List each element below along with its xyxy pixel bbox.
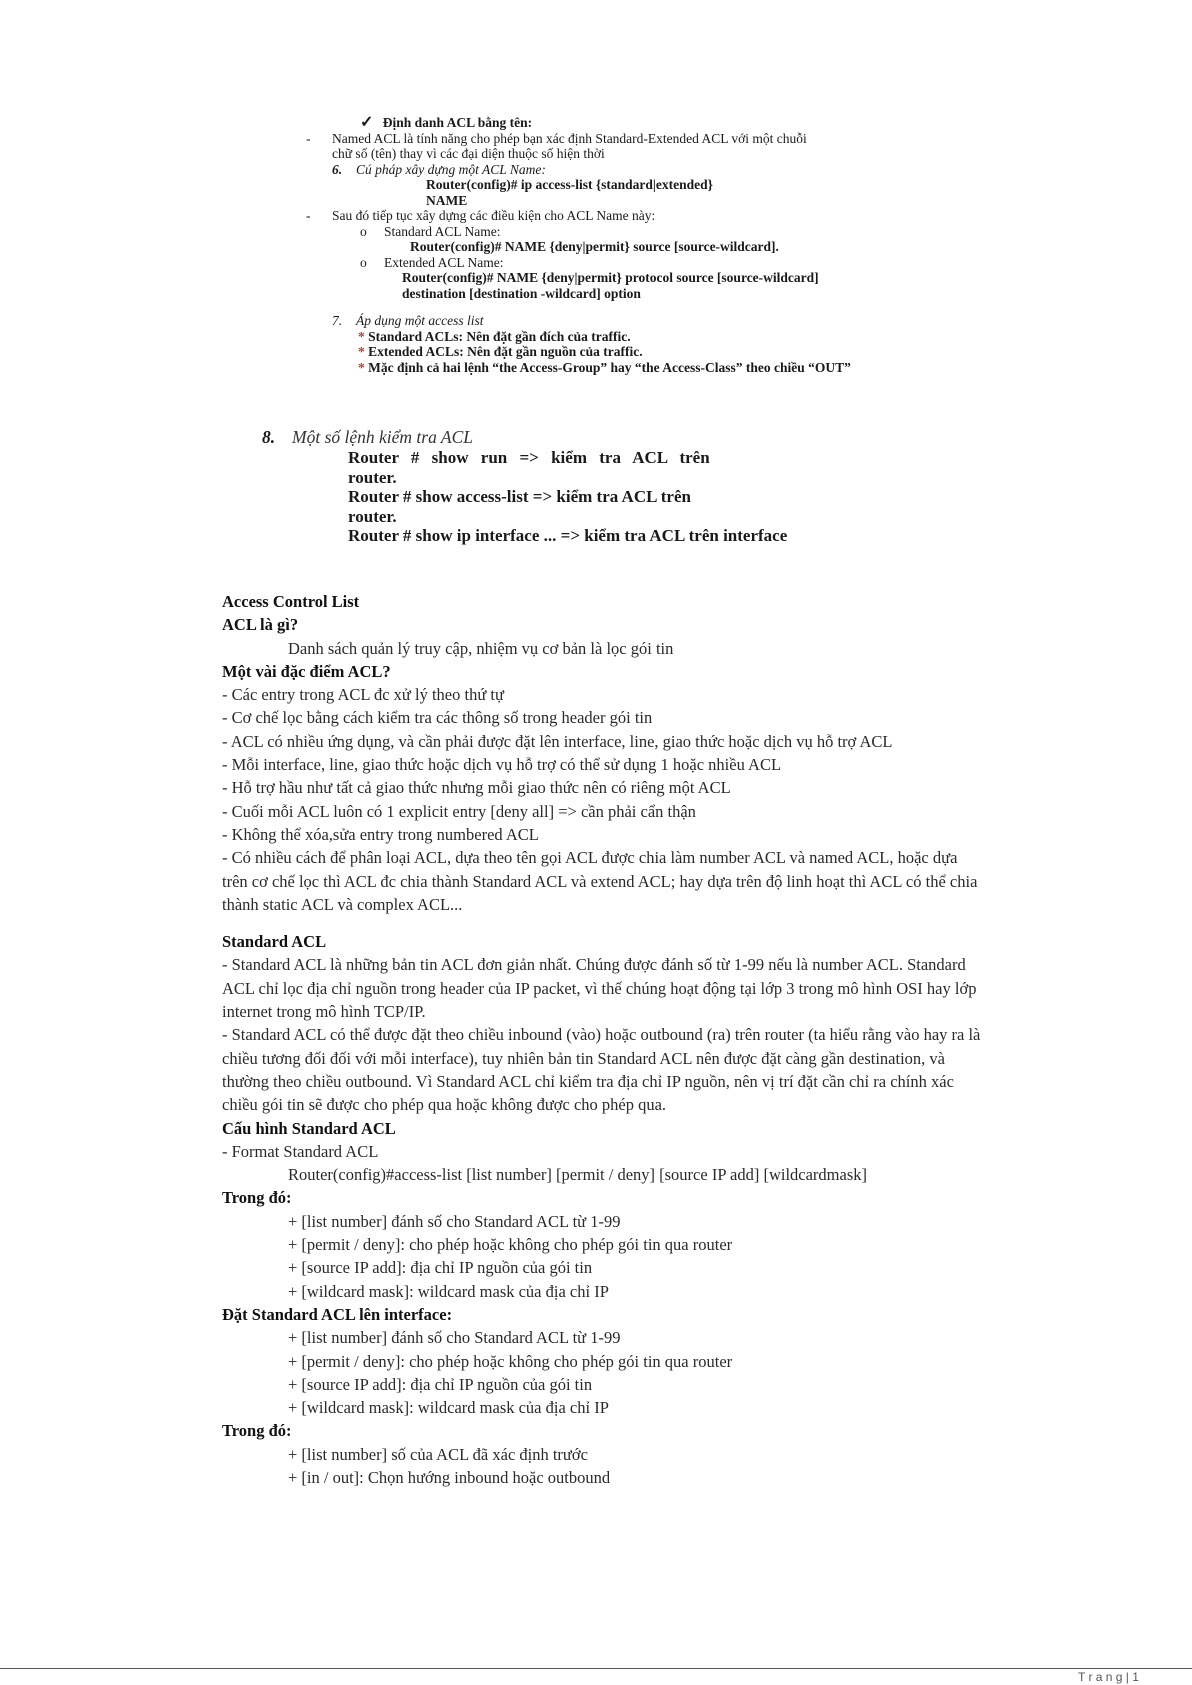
apply-title: Đặt Standard ACL lên interface: bbox=[222, 1304, 453, 1324]
check-cmd-3: Router # show access-list => kiểm tra ACL trên bbox=[348, 487, 691, 506]
item7-number: 7. bbox=[332, 313, 343, 328]
item7-text-2: Extended ACLs: Nên đặt gần nguồn của traffic. bbox=[368, 344, 643, 359]
item8-number: 8. bbox=[262, 427, 276, 447]
where2-item: + [in / out]: Chọn hướng inbound hoặc outbound bbox=[288, 1467, 611, 1487]
dash-bullet: - bbox=[306, 208, 311, 223]
where2-item: + [list number] số của ACL đã xác định trước bbox=[288, 1444, 588, 1464]
check-mark-icon: ✓ bbox=[360, 114, 374, 131]
check-commands-section bbox=[262, 426, 787, 546]
item7-text-3: Mặc định cả hai lệnh “the Access-Group” hay “the Access-Class” theo chiều “OUT” bbox=[368, 359, 851, 375]
feature-item: - Không thể xóa,sửa entry trong numbered ACL bbox=[222, 824, 539, 844]
check-cmd-4: router. bbox=[348, 506, 397, 526]
named-acl-desc-2: chữ số (tên) thay vì các đại diện thuộc số hiện thời bbox=[332, 146, 605, 161]
item7-line-2 bbox=[306, 344, 851, 360]
star-bullet: * bbox=[358, 359, 365, 375]
standard-acl-title: Standard ACL bbox=[222, 932, 327, 952]
spacer bbox=[222, 916, 980, 930]
check-cmd-5: Router # show ip interface ... => kiểm tra ACL trên interface bbox=[348, 526, 788, 545]
where1-item: + [wildcard mask]: wildcard mask của địa chỉ IP bbox=[288, 1281, 609, 1301]
std-paragraph-line: ACL chỉ lọc địa chỉ nguồn trong header của IP packet, vì thế chúng hoạt động tại lớp 3 trong mô hình OSI hay lớp bbox=[222, 978, 977, 998]
std-name-cmd: Router(config)# NAME {deny|permit} source [source-wildcard]. bbox=[410, 239, 779, 254]
acl-question-1: ACL là gì? bbox=[222, 615, 299, 635]
named-acl-heading-line bbox=[306, 115, 851, 131]
star-bullet: * bbox=[358, 328, 365, 344]
feature-item: - Mỗi interface, line, giao thức hoặc dịch vụ hỗ trợ có thể sử dụng 1 hoặc nhiều ACL bbox=[222, 755, 782, 775]
ext-name-label-line bbox=[306, 255, 851, 271]
apply-item: + [source IP add]: địa chỉ IP nguồn của gói tin bbox=[288, 1374, 593, 1394]
footer-divider bbox=[0, 1668, 1192, 1669]
dash-bullet: - bbox=[306, 130, 311, 146]
format-label: - Format Standard ACL bbox=[222, 1141, 379, 1161]
item6-line bbox=[306, 162, 851, 178]
named-acl-section bbox=[306, 115, 851, 375]
feature-item: thành static ACL và complex ACL... bbox=[222, 894, 463, 914]
star-bullet: * bbox=[358, 344, 365, 359]
spacer bbox=[306, 301, 851, 313]
format-command: Router(config)#access-list [list number] [permit / deny] [source IP add] [wildcardmask] bbox=[288, 1165, 867, 1185]
std-name-label: Standard ACL Name: bbox=[384, 223, 501, 239]
where1-item: + [permit / deny]: cho phép hoặc không cho phép gói tin qua router bbox=[288, 1235, 733, 1255]
circle-bullet: o bbox=[360, 223, 367, 239]
item6-title: Cú pháp xây dựng một ACL Name: bbox=[356, 161, 546, 177]
named-acl-desc-line1 bbox=[306, 131, 851, 147]
std-name-label-line bbox=[306, 224, 851, 240]
where-label-1: Trong đó: bbox=[222, 1188, 292, 1208]
where1-item: + [list number] đánh số cho Standard ACL từ 1-99 bbox=[288, 1211, 621, 1231]
feature-item: - Cơ chế lọc bằng cách kiểm tra các thông số trong header gói tin bbox=[222, 708, 653, 728]
after-desc-line bbox=[306, 208, 851, 224]
item7-text-1: Standard ACLs: Nên đặt gần đích của traffic. bbox=[368, 328, 631, 344]
std-paragraph-line: thường theo chiều outbound. Vì Standard ACL chỉ kiểm tra địa chỉ IP nguồn, nên vị trí đặt cần chỉ ra chính xác bbox=[222, 1071, 954, 1091]
item6-cmd2: NAME bbox=[426, 192, 468, 208]
apply-item: + [list number] đánh số cho Standard ACL từ 1-99 bbox=[288, 1328, 621, 1348]
feature-item: - Hỗ trợ hầu như tất cả giao thức nhưng mỗi giao thức nên có riêng một ACL bbox=[222, 778, 731, 798]
page-number: T r a n g | 1 bbox=[1078, 1670, 1139, 1684]
item8-title: Một số lệnh kiểm tra ACL bbox=[292, 427, 473, 447]
acl-overview-section bbox=[222, 590, 980, 1489]
item7-line-3 bbox=[306, 360, 851, 376]
circle-bullet: o bbox=[360, 254, 367, 270]
where-label-2: Trong đó: bbox=[222, 1421, 292, 1441]
std-paragraph-line: chiều gói tin sẽ được cho phép qua hoặc không được cho phép qua. bbox=[222, 1095, 667, 1115]
acl-question-2: Một vài đặc điểm ACL? bbox=[222, 661, 391, 681]
ext-name-cmd2: destination [destination -wildcard] option bbox=[402, 285, 641, 301]
item7-title: Áp dụng một access list bbox=[356, 313, 484, 328]
ext-name-label: Extended ACL Name: bbox=[384, 254, 504, 270]
item6-cmd1: Router(config)# ip access-list {standard|extended} bbox=[426, 177, 713, 192]
feature-item: trên cơ chế lọc thì ACL đc chia thành Standard ACL và extend ACL; hay dựa trên độ linh hoạt thì ACL có thể chia bbox=[222, 871, 978, 891]
check-cmd-1: Router # show run => kiểm tra ACL trên bbox=[348, 448, 710, 467]
ext-name-cmd1: Router(config)# NAME {deny|permit} protocol source [source-wildcard] bbox=[402, 270, 819, 285]
named-acl-heading: Định danh ACL bằng tên: bbox=[382, 115, 533, 130]
std-paragraph-line: chiều tương đối đối với mỗi interface), tuy nhiên bản tin Standard ACL nên được đặt càng gần destination, và bbox=[222, 1048, 945, 1068]
item6-number: 6. bbox=[332, 161, 343, 177]
std-paragraph-line: internet trong mô hình TCP/IP. bbox=[222, 1002, 426, 1022]
apply-item: + [permit / deny]: cho phép hoặc không cho phép gói tin qua router bbox=[288, 1351, 733, 1371]
acl-answer-1: Danh sách quản lý truy cập, nhiệm vụ cơ bản là lọc gói tin bbox=[288, 638, 674, 658]
feature-item: - ACL có nhiều ứng dụng, và cần phải được đặt lên interface, line, giao thức hoặc dịch vụ hỗ trợ ACL bbox=[222, 731, 893, 751]
feature-item: - Các entry trong ACL đc xử lý theo thứ tự bbox=[222, 685, 504, 705]
std-paragraph-line: - Standard ACL có thể được đặt theo chiều inbound (vào) hoặc outbound (ra) trên router (ta hiểu rằng vào hay ra là bbox=[222, 1025, 981, 1045]
acl-title: Access Control List bbox=[222, 592, 360, 611]
apply-item: + [wildcard mask]: wildcard mask của địa chỉ IP bbox=[288, 1398, 609, 1418]
config-title: Cấu hình Standard ACL bbox=[222, 1118, 396, 1138]
after-desc: Sau đó tiếp tục xây dựng các điều kiện cho ACL Name này: bbox=[332, 208, 656, 223]
item8-line bbox=[262, 426, 787, 448]
item7-line-1 bbox=[306, 329, 851, 345]
check-cmd-2: router. bbox=[348, 467, 397, 487]
item7-line bbox=[306, 313, 851, 329]
feature-item: - Có nhiều cách để phân loại ACL, dựa theo tên gọi ACL được chia làm number ACL và named ACL, hoặc dựa bbox=[222, 848, 958, 868]
named-acl-desc-1: Named ACL là tính năng cho phép bạn xác định Standard-Extended ACL với một chuỗi bbox=[332, 130, 807, 146]
feature-item: - Cuối mỗi ACL luôn có 1 explicit entry [deny all] => cần phải cẩn thận bbox=[222, 801, 696, 821]
where1-item: + [source IP add]: địa chỉ IP nguồn của gói tin bbox=[288, 1258, 593, 1278]
std-paragraph-line: - Standard ACL là những bản tin ACL đơn giản nhất. Chúng được đánh số từ 1-99 nếu là number ACL. Standard bbox=[222, 955, 966, 975]
